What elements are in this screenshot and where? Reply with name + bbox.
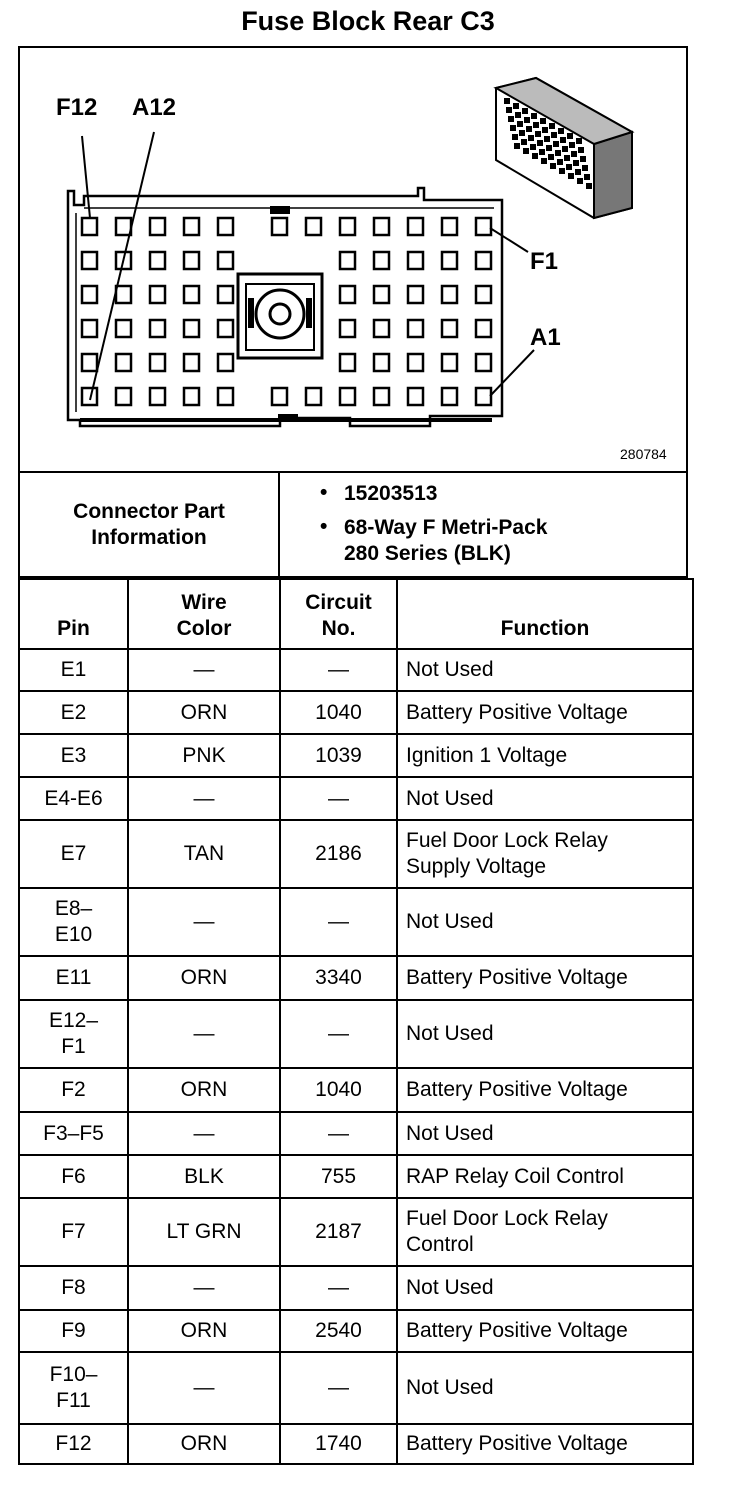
connector-pin-cavity bbox=[150, 218, 165, 235]
connector-pin-cavity bbox=[408, 286, 423, 303]
connector-pin-cavity bbox=[306, 218, 321, 235]
function-cell: Battery Positive Voltage bbox=[397, 1310, 693, 1352]
pin-cell: F12 bbox=[19, 1424, 128, 1464]
header-pin: Pin bbox=[19, 579, 128, 649]
connector-diagram-panel bbox=[18, 46, 688, 473]
circuit-cell: 1040 bbox=[280, 1068, 397, 1112]
table-row bbox=[19, 956, 693, 1000]
thumbnail-pin bbox=[580, 156, 586, 162]
connector-pin-cavity bbox=[442, 218, 457, 235]
thumbnail-pin bbox=[514, 143, 520, 149]
label-a12: A12 bbox=[132, 94, 177, 121]
thumbnail-pin bbox=[582, 165, 588, 171]
connector-pin-cavity bbox=[340, 388, 355, 405]
wire-color-cell: PNK bbox=[128, 734, 280, 777]
pin-cell: E4-E6 bbox=[19, 777, 128, 820]
table-row bbox=[19, 734, 693, 777]
part-number: 15203513 bbox=[344, 482, 438, 505]
wire-color-cell: — bbox=[128, 649, 280, 691]
connector-pin-cavity bbox=[306, 388, 321, 405]
thumbnail-pin bbox=[515, 112, 521, 118]
circuit-cell: — bbox=[280, 1000, 397, 1068]
circuit-cell: 1039 bbox=[280, 734, 397, 777]
thumbnail-pin bbox=[568, 173, 574, 179]
thumbnail-pin bbox=[544, 136, 550, 142]
wire-color-cell: ORN bbox=[128, 691, 280, 734]
function-cell: Not Used bbox=[397, 1266, 693, 1310]
connector-pin-cavity bbox=[184, 218, 199, 235]
connector-pin-cavity bbox=[374, 252, 389, 269]
connector-pin-cavity bbox=[218, 286, 233, 303]
circuit-cell: 2187 bbox=[280, 1198, 397, 1266]
connector-pin-cavity bbox=[184, 252, 199, 269]
thumbnail-pin bbox=[567, 133, 573, 139]
connector-pin-cavity bbox=[150, 286, 165, 303]
thumbnail-pin bbox=[559, 168, 565, 174]
thumbnail-pin bbox=[530, 144, 536, 150]
wire-color-cell: — bbox=[128, 777, 280, 820]
thumbnail-pin bbox=[569, 142, 575, 148]
thumbnail-pin bbox=[584, 174, 590, 180]
thumbnail-pin bbox=[528, 135, 534, 141]
thumbnail-pin bbox=[539, 149, 545, 155]
thumbnail-pin bbox=[555, 150, 561, 156]
thumbnail-pin bbox=[577, 178, 583, 184]
connector-pin-cavity bbox=[82, 286, 97, 303]
circuit-cell: 3340 bbox=[280, 956, 397, 1000]
connector-pin-cavity bbox=[116, 354, 131, 371]
header-circuit-no: Circuit No. bbox=[280, 579, 397, 649]
table-row bbox=[19, 1000, 693, 1068]
center-mounting-boss bbox=[238, 274, 322, 358]
thumbnail-pin bbox=[557, 159, 563, 165]
connector-pin-cavity bbox=[272, 388, 287, 405]
circuit-cell: — bbox=[280, 649, 397, 691]
thumbnail-pin bbox=[576, 138, 582, 144]
thumbnail-pin bbox=[541, 158, 547, 164]
wire-color-cell: TAN bbox=[128, 820, 280, 888]
thumbnail-pin bbox=[571, 151, 577, 157]
wire-color-cell: — bbox=[128, 888, 280, 956]
circuit-cell: 2186 bbox=[280, 820, 397, 888]
bullet-icon: • bbox=[320, 515, 328, 538]
connector-info-label-line2: Information bbox=[91, 525, 207, 549]
pin-cell: E8– E10 bbox=[19, 888, 128, 956]
connector-pin-cavity bbox=[340, 218, 355, 235]
pin-cell: E7 bbox=[19, 820, 128, 888]
connector-pin-cavity bbox=[442, 354, 457, 371]
connector-pin-cavity bbox=[476, 320, 491, 337]
connector-pin-cavity bbox=[218, 320, 233, 337]
thumbnail-pin bbox=[531, 113, 537, 119]
thumbnail-pin bbox=[535, 131, 541, 137]
function-cell: Not Used bbox=[397, 1112, 693, 1155]
thumbnail-pin bbox=[508, 116, 514, 122]
thumbnail-pin bbox=[542, 127, 548, 133]
thumbnail-pin bbox=[550, 163, 556, 169]
connector-series: 280 Series (BLK) bbox=[344, 542, 511, 565]
pin-cell: E12– F1 bbox=[19, 1000, 128, 1068]
connector-pin-cavity bbox=[116, 218, 131, 235]
function-cell: Fuel Door Lock Relay Supply Voltage bbox=[397, 820, 693, 888]
connector-pin-cavity bbox=[476, 218, 491, 235]
thumbnail-pin bbox=[575, 169, 581, 175]
function-cell: Battery Positive Voltage bbox=[397, 691, 693, 734]
table-row bbox=[19, 1068, 693, 1112]
connector-pin-cavity bbox=[340, 286, 355, 303]
function-cell: Not Used bbox=[397, 1000, 693, 1068]
circuit-cell: — bbox=[280, 777, 397, 820]
thumbnail-pin bbox=[513, 103, 519, 109]
label-f12: F12 bbox=[56, 94, 98, 121]
connector-pin-cavity bbox=[374, 286, 389, 303]
connector-pin-cavity bbox=[184, 354, 199, 371]
bullet-icon: • bbox=[320, 481, 328, 504]
circuit-cell: — bbox=[280, 1112, 397, 1155]
wire-color-cell: ORN bbox=[128, 1424, 280, 1464]
pin-table bbox=[18, 578, 694, 1465]
thumbnail-pin bbox=[548, 154, 554, 160]
table-row bbox=[19, 1352, 693, 1424]
connector-pin-cavity bbox=[82, 252, 97, 269]
thumbnail-pin bbox=[564, 155, 570, 161]
wire-color-cell: LT GRN bbox=[128, 1198, 280, 1266]
wire-color-cell: — bbox=[128, 1112, 280, 1155]
thumbnail-pin bbox=[523, 148, 529, 154]
table-row bbox=[19, 1198, 693, 1266]
connector-type: 68-Way F Metri-Pack bbox=[344, 516, 548, 539]
table-row bbox=[19, 691, 693, 734]
connector-pin-cavity bbox=[116, 388, 131, 405]
thumbnail-pin bbox=[553, 141, 559, 147]
label-a1: A1 bbox=[530, 324, 561, 351]
diagram-reference-number: 280784 bbox=[620, 446, 667, 462]
function-cell: Ignition 1 Voltage bbox=[397, 734, 693, 777]
thumbnail-pin bbox=[560, 137, 566, 143]
thumbnail-pin bbox=[549, 123, 555, 129]
thumbnail-pin bbox=[519, 130, 525, 136]
connector-pin-cavity bbox=[408, 354, 423, 371]
thumbnail-pin bbox=[546, 145, 552, 151]
connector-pin-cavity bbox=[476, 354, 491, 371]
connector-info-label bbox=[20, 473, 280, 576]
circuit-cell: 755 bbox=[280, 1155, 397, 1198]
connector-pin-cavity bbox=[340, 320, 355, 337]
function-cell: Battery Positive Voltage bbox=[397, 1068, 693, 1112]
connector-pin-cavity bbox=[374, 388, 389, 405]
circuit-cell: — bbox=[280, 888, 397, 956]
pin-table-header bbox=[19, 579, 693, 649]
pin-cell: E3 bbox=[19, 734, 128, 777]
function-cell: Battery Positive Voltage bbox=[397, 1424, 693, 1464]
header-wire-color: Wire Color bbox=[128, 579, 280, 649]
thumbnail-pin bbox=[537, 140, 543, 146]
connector-pin-cavity bbox=[82, 354, 97, 371]
connector-pin-cavity bbox=[476, 388, 491, 405]
thumbnail-pin bbox=[586, 183, 592, 189]
pin-cell: E11 bbox=[19, 956, 128, 1000]
connector-pin-cavity bbox=[476, 252, 491, 269]
circuit-cell: 1040 bbox=[280, 691, 397, 734]
thumbnail-pin bbox=[522, 108, 528, 114]
thumbnail-pin bbox=[510, 125, 516, 131]
connector-pin-cavity bbox=[408, 252, 423, 269]
connector-info-label-line1: Connector Part bbox=[73, 499, 225, 523]
function-cell: Not Used bbox=[397, 888, 693, 956]
connector-pin-cavity bbox=[340, 354, 355, 371]
connector-pin-cavity bbox=[218, 252, 233, 269]
connector-pin-cavity bbox=[218, 388, 233, 405]
circuit-cell: — bbox=[280, 1266, 397, 1310]
table-row bbox=[19, 888, 693, 956]
connector-pin-cavity bbox=[272, 218, 287, 235]
thumbnail-pin bbox=[524, 117, 530, 123]
connector-pin-cavity bbox=[184, 320, 199, 337]
connector-pin-cavity bbox=[476, 286, 491, 303]
table-row bbox=[19, 649, 693, 691]
table-row bbox=[19, 777, 693, 820]
pin-cell: F2 bbox=[19, 1068, 128, 1112]
thumbnail-pin bbox=[558, 128, 564, 134]
connector-pin-cavity bbox=[374, 320, 389, 337]
connector-isometric-thumbnail bbox=[496, 78, 632, 218]
wire-color-cell: — bbox=[128, 1352, 280, 1424]
wire-color-cell: — bbox=[128, 1266, 280, 1310]
connector-pin-cavity bbox=[150, 320, 165, 337]
function-cell: Not Used bbox=[397, 777, 693, 820]
thumbnail-pin bbox=[512, 134, 518, 140]
thumbnail-pin bbox=[526, 126, 532, 132]
connector-pin-cavity bbox=[184, 388, 199, 405]
connector-pin-cavity bbox=[442, 320, 457, 337]
pin-cell: F6 bbox=[19, 1155, 128, 1198]
connector-pin-cavity bbox=[82, 218, 97, 235]
function-cell: Not Used bbox=[397, 649, 693, 691]
function-cell: Battery Positive Voltage bbox=[397, 956, 693, 1000]
pin-cell: F8 bbox=[19, 1266, 128, 1310]
pin-cell: E1 bbox=[19, 649, 128, 691]
connector-pin-cavity bbox=[218, 218, 233, 235]
connector-pin-cavity bbox=[184, 286, 199, 303]
table-row bbox=[19, 1266, 693, 1310]
thumbnail-pin bbox=[533, 122, 539, 128]
table-row bbox=[19, 820, 693, 888]
connector-pin-cavity bbox=[408, 218, 423, 235]
pin-cell: F10– F11 bbox=[19, 1352, 128, 1424]
thumbnail-pin bbox=[506, 107, 512, 113]
wire-color-cell: BLK bbox=[128, 1155, 280, 1198]
connector-pin-cavity bbox=[116, 320, 131, 337]
function-cell: Fuel Door Lock Relay Control bbox=[397, 1198, 693, 1266]
table-row bbox=[19, 1112, 693, 1155]
table-row bbox=[19, 1155, 693, 1198]
wire-color-cell: — bbox=[128, 1000, 280, 1068]
connector-pin-cavity bbox=[150, 354, 165, 371]
connector-info-details bbox=[280, 473, 688, 576]
thumbnail-pin bbox=[551, 132, 557, 138]
connector-diagram bbox=[20, 48, 688, 473]
thumbnail-pin bbox=[504, 98, 510, 104]
page-title: Fuse Block Rear C3 bbox=[241, 6, 495, 36]
connector-pin-cavity bbox=[408, 388, 423, 405]
circuit-cell: — bbox=[280, 1352, 397, 1424]
connector-pin-cavity bbox=[408, 320, 423, 337]
pin-cell: E2 bbox=[19, 691, 128, 734]
connector-pin-cavity bbox=[218, 354, 233, 371]
pin-cell: F3–F5 bbox=[19, 1112, 128, 1155]
thumbnail-pin bbox=[540, 118, 546, 124]
connector-pin-cavity bbox=[340, 252, 355, 269]
pin-table-body bbox=[19, 649, 693, 1464]
connector-pin-cavity bbox=[82, 320, 97, 337]
pin-cell: F7 bbox=[19, 1198, 128, 1266]
circuit-cell: 2540 bbox=[280, 1310, 397, 1352]
circuit-cell: 1740 bbox=[280, 1424, 397, 1464]
thumbnail-pin bbox=[566, 164, 572, 170]
thumbnail-pin bbox=[517, 121, 523, 127]
connector-pin-cavity bbox=[150, 252, 165, 269]
connector-pin-cavity bbox=[442, 388, 457, 405]
table-row bbox=[19, 1310, 693, 1352]
thumbnail-pin bbox=[573, 160, 579, 166]
table-row bbox=[19, 1424, 693, 1464]
connector-pin-cavity bbox=[150, 388, 165, 405]
wire-color-cell: ORN bbox=[128, 956, 280, 1000]
thumbnail-pin bbox=[578, 147, 584, 153]
label-f1: F1 bbox=[530, 248, 559, 275]
connector-pin-cavity bbox=[374, 354, 389, 371]
connector-pin-cavity bbox=[442, 252, 457, 269]
connector-pin-cavity bbox=[116, 286, 131, 303]
connector-pin-cavity bbox=[442, 286, 457, 303]
function-cell: RAP Relay Coil Control bbox=[397, 1155, 693, 1198]
connector-pin-cavity bbox=[374, 218, 389, 235]
header-function: Function bbox=[397, 579, 693, 649]
thumbnail-pin bbox=[562, 146, 568, 152]
pin-cell: F9 bbox=[19, 1310, 128, 1352]
connector-pin-cavity bbox=[82, 388, 97, 405]
thumbnail-pin bbox=[521, 139, 527, 145]
wire-color-cell: ORN bbox=[128, 1068, 280, 1112]
wire-color-cell: ORN bbox=[128, 1310, 280, 1352]
connector-info-block bbox=[18, 473, 688, 578]
function-cell: Not Used bbox=[397, 1352, 693, 1424]
thumbnail-pin bbox=[532, 153, 538, 159]
